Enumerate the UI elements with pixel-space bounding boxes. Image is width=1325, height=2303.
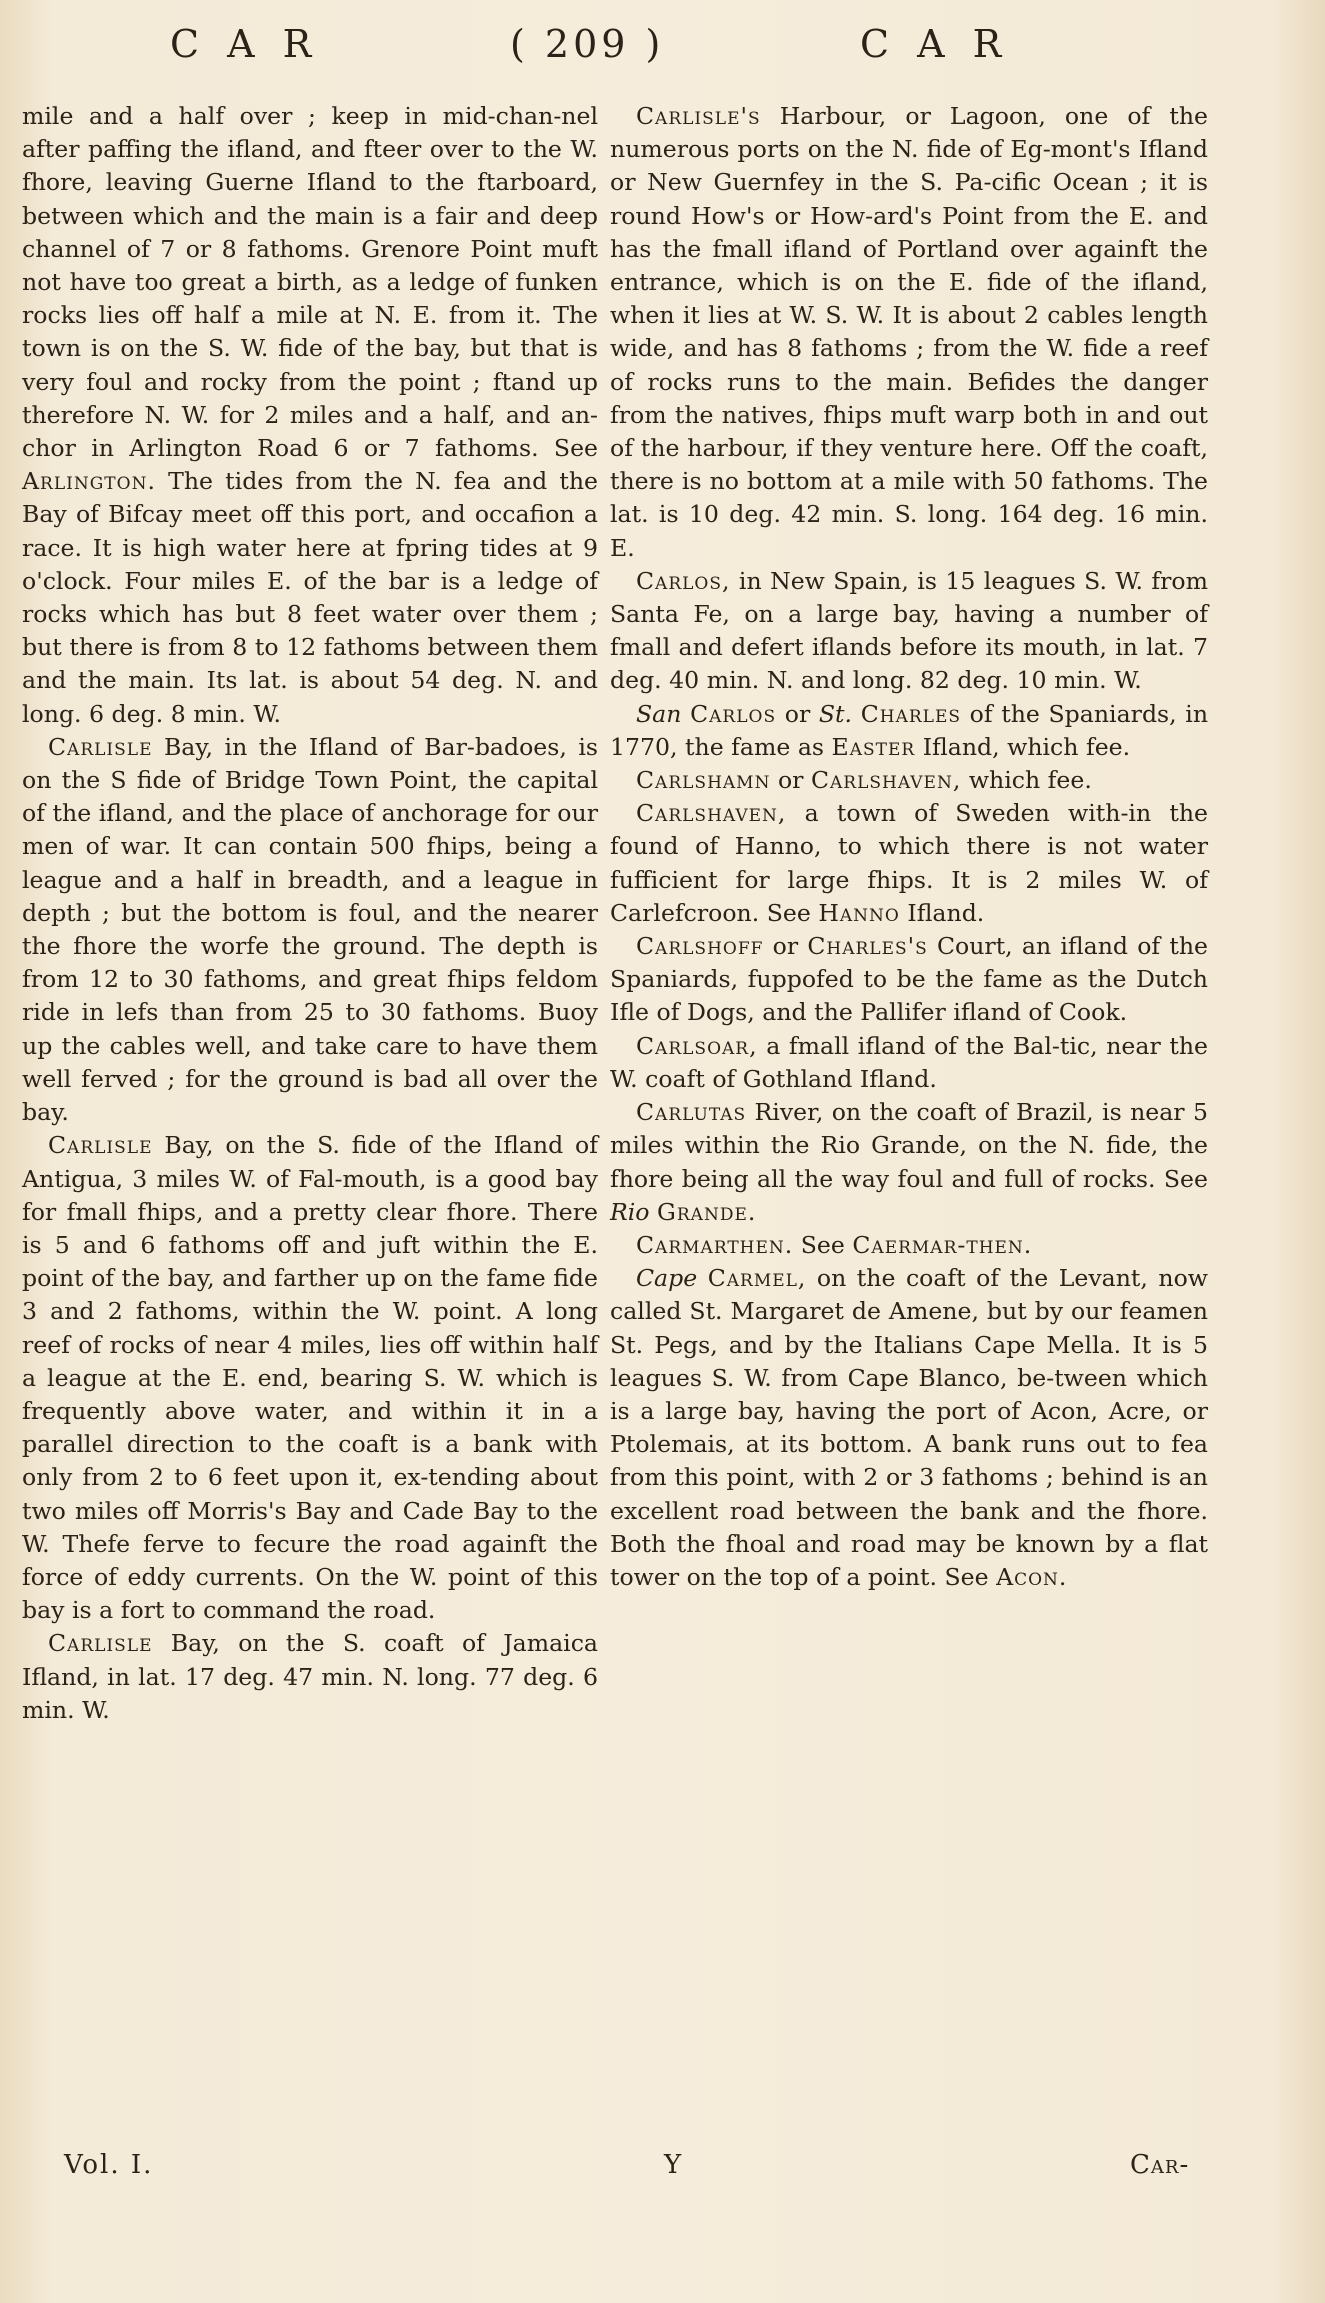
cross-reference: Caermar-then. [852,1230,1033,1259]
volume-label: Vol. I. [64,2150,154,2180]
entry-paragraph: Carlisle Bay, on the S. fide of the Ifland of Antigua, 3 miles W. of Fal-mouth, is a good bay for fmall fhips, and a pretty clear fhore. There is 5 and 6 fathoms off and juft within the E. point of the bay, and farther up on the fame fide 3 and 2 fathoms, within the W. point. A long reef of rocks of near 4 miles, lies off within half a league at the E. end, bearing S. W. which is frequently above water, and within it in a parallel direction to the coaft is a bank with only from 2 to 6 feet upon it, ex-tending about two miles off Morris's Bay and Cade Bay to the W. Thefe ferve to fecure the road againft the force of eddy currents. On the W. point of this bay is a fort to command the road. [22,1131,598,1625]
header-right-title: C A R [860,22,1010,66]
entry-paragraph: San Carlos or St. Charles of the Spaniards, in 1770, the fame as Easter Ifland, which fee. [610,699,1209,761]
entry-paragraph: Carlisle Bay, in the Ifland of Bar-badoes, is on the S fide of Bridge Town Point, the capital of the ifland, and the place of anchorage for our men of war. It can contain 500 fhips, being a league and a half in breadth, and a league in depth ; but the bottom is foul, and the nearer the fhore the worfe the ground. The depth is from 12 to 30 fathoms, and great fhips feldom ride in lefs than from 25 to 30 fathoms. Buoy up the cables well, and take care to have them well ferved ; for the ground is bad all over the bay. [22,732,598,1127]
entry-paragraph: Carlsoar, a fmall ifland of the Bal-tic, near the W. coaft of Gothland Ifland. [610,1031,1208,1093]
entry-paragraph: Carlshoff or Charles's Court, an ifland of the Spaniards, fuppofed to be the fame as the Dutch Ifle of Dogs, and the Pallifer ifland of Cook. [610,932,1209,1027]
right-column [610,100,1208,1594]
header-left-title: C A R [170,22,320,66]
page-footer [0,2150,1325,2200]
entry-headword: Charles [860,699,962,728]
entry-headword: Carlos [690,699,777,728]
entry-paragraph: Carlutas River, on the coaft of Brazil, is near 5 miles within the Rio Grande, on the N. fide, the fhore being all the way foul and full of rocks. See Rio Grande. [610,1098,1208,1226]
entry-paragraph: Carlisle's Harbour, or Lagoon, one of the numerous ports on the N. fide of Eg-mont's Ifland or New Guernfey in the S. Pa-cific Ocean ; it is round How's or How-ard's Point from the E. and has the fmall ifland of Portland over againft the entrance, which is on the E. fide of the ifland, when it lies at W. S. W. It is about 2 cables length wide, and has 8 fathoms ; from the W. fide a reef of rocks runs to the main. Befides the danger from the natives, fhips muft warp both in and out of the harbour, if they venture here. Off the coaft, there is no bottom at a mile with 50 fathoms. The lat. is 10 deg. 42 min. S. long. 164 deg. 16 min. E. [610,102,1208,562]
entry-paragraph: mile and a half over ; keep in mid-chan-nel after paffing the ifland, and fteer over to the W. fhore, leaving Guerne Ifland to the ftarboard, between which and the main is a fair and deep channel of 7 or 8 fathoms. Grenore Point muft not have too great a birth, as a ledge of funken rocks lies off half a mile at N. E. from it. The town is on the S. W. fide of the bay, but that is very foul and rocky from the point ; ftand up therefore N. W. for 2 miles and a half, and an-chor in Arlington Road 6 or 7 fathoms. See Arlington. The tides from the N. fea and the Bay of Bifcay meet off this port, and occafion a race. It is high water here at fpring tides at 9 o'clock. Four miles E. of the bar is a ledge of rocks which has but 8 feet water over them ; but there is from 8 to 12 fathoms between them and the main. Its lat. is about 54 deg. N. and long. 6 deg. 8 min. W. [22,102,598,728]
entry-headword: Carlos, [636,566,731,595]
entry-headword: Charles's [807,932,928,961]
entry-paragraph: Carlshamn or Carlshaven, which fee. [636,766,1092,795]
entry-headword: Carlshamn [636,766,771,795]
entry-headword: Carlshaven, [636,799,787,828]
entry-paragraph: Carlisle Bay, on the S. coaft of Jamaica Ifland, in lat. 17 deg. 47 min. N. long. 77 deg. 6 min. W. [22,1629,598,1724]
entry-headword: Carlisle [48,1131,153,1160]
page-number: ( 209 ) [510,22,665,66]
entry-headword: Carlisle [48,732,153,761]
entry-paragraph: Cape Carmel, on the coaft of the Levant, now called St. Margaret de Amene, but by our feamen St. Pegs, and by the Italians Cape Mella. It is 5 leagues S. W. from Cape Blanco, be-tween which is a large bay, having the port of Acon, Acre, or Ptolemais, at its bottom. A bank runs out to fea from this point, with 2 or 3 fathoms ; behind is an excellent road between the bank and the fhore. Both the fhoal and road may be known by a flat tower on the top of a point. See Acon. [610,1264,1208,1591]
entry-headword: Carlutas [636,1098,747,1127]
entry-headword: Carlisle's [636,102,761,130]
cross-reference: Arlington. [22,467,156,496]
signature-mark: Y [664,2150,682,2180]
cross-reference: Carlshaven, [810,766,962,795]
catchword: Car- [1130,2150,1190,2180]
entry-headword: Carlshoff [636,932,764,961]
running-header [0,22,1325,82]
entry-headword: Carmarthen. [636,1230,794,1259]
left-column [22,100,598,1727]
entry-headword: Carlisle [48,1629,153,1658]
cross-reference: Acon. [996,1562,1068,1591]
entry-headword: Carlsoar, [636,1031,758,1060]
entry-paragraph: Carlshaven, a town of Sweden with-in the found of Hanno, to which there is not water fufficient for large fhips. It is 2 miles W. of Carlefcroon. See Hanno Ifland. [610,799,1208,927]
cross-reference: Easter [831,732,916,761]
cross-reference: Grande. [657,1197,757,1226]
entry-headword: Carmel, [707,1264,807,1293]
entry-paragraph: Carlos, in New Spain, is 15 leagues S. W. from Santa Fe, on a large bay, having a number of fmall and defert iflands before its mouth, in lat. 7 deg. 40 min. N. and long. 82 deg. 10 min. W. [610,566,1208,695]
entry-paragraph: Carmarthen. See Caermar-then. [636,1230,1033,1259]
cross-reference: Hanno [818,898,900,927]
